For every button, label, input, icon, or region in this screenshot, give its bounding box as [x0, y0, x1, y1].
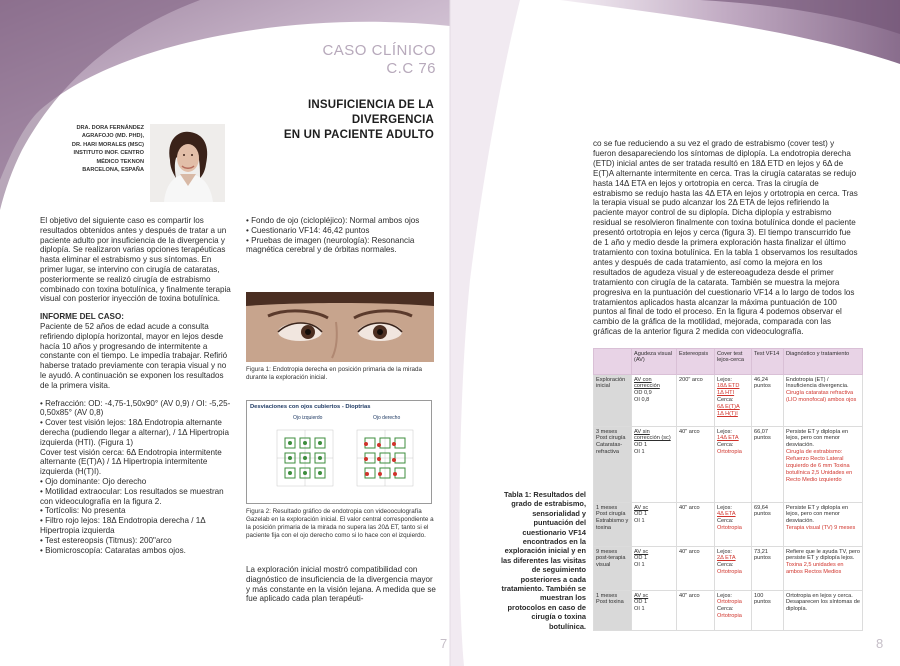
author-line: INSTITUTO INOF. CENTRO — [73, 150, 144, 157]
diagnosis-text: Persiste ET y diplopía en lejos, pero con menor desviación. — [786, 504, 849, 525]
finding-item: • Pruebas de imagen (neurología): Resonancia magnética cerebral y de órbitas normales. — [246, 235, 415, 255]
treatment-text: Cirugía de estrabismo: Refuerzo Recto Lateral izquierdo de 6 mm Toxina botulínica 2,5 Unidades en Recto Medio izquierdo — [786, 449, 853, 483]
figure2-gaze-plots — [247, 410, 431, 498]
phase-cell: 3 meses Post cirugía Cataratas-refractiva — [594, 427, 632, 503]
table-header-cell: Cover test lejos-cerca — [715, 349, 752, 375]
phase-cell: 1 meses Post toxina — [594, 591, 632, 631]
av-od: OD 1 — [634, 442, 648, 449]
left-eye-grid-plot — [277, 430, 333, 486]
figure1-eye-photo — [246, 292, 434, 362]
av-od: OD 1 — [634, 555, 648, 562]
cover-line: Cerca: — [717, 442, 734, 449]
right-column — [593, 139, 859, 337]
cover-line: 1Δ H(T)I — [717, 411, 738, 418]
left-column — [40, 216, 232, 555]
vf14-cell: 46,24 puntos — [752, 375, 784, 427]
case-header-line1: CASO CLÍNICO — [322, 42, 436, 59]
cover-line: 4Δ ETA — [717, 511, 736, 518]
diagnosis-cell — [784, 503, 863, 547]
right-eye-grid-plot — [357, 430, 413, 486]
table-header-cell — [594, 349, 632, 375]
table-row — [594, 427, 863, 503]
finding-item: • Fondo de ojo (ciclopléjico): Normal ambos ojos — [246, 216, 420, 225]
finding-item: • Tortícolis: No presenta — [40, 506, 126, 516]
case-header — [300, 42, 436, 78]
stereo-cell: 40" arco — [677, 427, 715, 503]
treatment-text: Toxina 2,5 unidades en ambos Rectos Medios — [786, 562, 844, 576]
diagnosis-cell — [784, 427, 863, 503]
diagnosis-cell — [784, 547, 863, 591]
av-label: AV sc — [634, 548, 649, 555]
cover-cell — [715, 427, 752, 503]
phase-cell: 1 meses Post cirugía Estrabismo y toxina — [594, 503, 632, 547]
table-header-cell: Test VF14 — [752, 349, 784, 375]
phase-cell: 9 meses post-terapia visual — [594, 547, 632, 591]
av-oi: OI 1 — [634, 606, 645, 613]
figure1-caption: Figura 1: Endotropia derecha en posición primaria de la mirada durante la exploración inicial. — [246, 366, 423, 381]
author-line: BARCELONA, ESPAÑA — [82, 167, 144, 174]
vf14-cell: 100 puntos — [752, 591, 784, 631]
finding-item: • Motilidad extraocular: Los resultados se muestran con videoculografía en la figura 2. — [40, 486, 224, 506]
phase-cell: Exploración inicial — [594, 375, 632, 427]
cover-line: Lejos: — [717, 592, 732, 599]
stereo-cell: 40" arco — [677, 591, 715, 631]
cover-line: Lejos: — [717, 504, 732, 511]
figure2-caption: Figura 2: Resultado gráfico de endotropia con videooculografía Gazelab en la exploración inicial. El valor central correspondiente a la posición primaria de la mirada no supera las 20Δ ET, tanto si el paciente fija con el ojo derecho como si lo hace con el izquierdo. — [246, 508, 434, 539]
av-oi: OI 1 — [634, 518, 645, 525]
finding-item: • Filtro rojo lejos: 18Δ Endotropia derecha / 1Δ Hipertropia izquierda — [40, 516, 206, 535]
av-label: AV sc — [634, 592, 649, 599]
cover-cell — [715, 375, 752, 427]
av-label: AV sc — [634, 504, 649, 511]
cover-line: Lejos: — [717, 428, 732, 435]
results-table — [593, 348, 863, 631]
av-od: OD 0,9 — [634, 390, 652, 397]
av-cell — [632, 547, 677, 591]
discussion-paragraph: La exploración inicial mostró compatibilidad con diagnóstico de insuficiencia de la divergencia mayor y más constante en la visión lejana. A medida que se fue aplicado cada plan terapéuti- — [246, 565, 436, 604]
cover-line: Cerca: — [717, 562, 734, 569]
case-report-heading: INFORME DEL CASO: — [40, 312, 124, 322]
vf14-cell: 69,64 puntos — [752, 503, 784, 547]
figure2-title: Desviaciones con ojos cubiertos - Dioptrias — [250, 404, 371, 410]
vf14-cell: 66,07 puntos — [752, 427, 784, 503]
table-header-row — [594, 349, 863, 375]
cover-line: 6Δ E(T)A — [717, 404, 740, 411]
stereo-cell: 200" arco — [677, 375, 715, 427]
article-title — [250, 98, 434, 143]
cover-line: Cerca: — [717, 397, 734, 404]
finding-item: • Cuestionario VF14: 46,42 puntos — [246, 225, 370, 235]
cover-cell — [715, 547, 752, 591]
diagnosis-text: Ortotropia en lejos y cerca. Desaparecen los síntomas de diplopía. — [786, 592, 861, 613]
page-number-left: 7 — [440, 636, 448, 651]
diagnosis-cell — [784, 375, 863, 427]
author-photo — [150, 124, 225, 202]
middle-column — [246, 216, 438, 255]
treatment-text: Terapia visual (TV) 9 meses — [786, 525, 856, 532]
cover-line: Ortotropia — [717, 599, 742, 606]
finding-item: • Refracción: OD: -4,75-1,50x90° (AV 0,9) / OI: -5,25-0,50x85° (AV 0,8) — [40, 398, 231, 418]
figure2-right-label: Ojo derecho — [373, 415, 401, 421]
treatment-text: Cirugía cataratas refractiva (LIO monofocal) ambos ojos — [786, 390, 857, 404]
finding-item: • Ojo dominante: Ojo derecho — [40, 476, 147, 486]
cover-line: Lejos: — [717, 376, 732, 383]
cover-line: Ortotropia — [717, 613, 742, 620]
table-row — [594, 547, 863, 591]
cover-line: Ortotropia — [717, 569, 742, 576]
table-header-cell: Diagnóstico y tratamiento — [784, 349, 863, 375]
results-paragraph: co se fue reduciendo a su vez el grado de estrabismo (cover test) y fueron desapareciendo los síntomas de diplopía. La endotropia derecha (ETD) inicial antes de ser tratada resultó en 18Δ ETD en lejos y 6Δ de E(T)A alternante intermitente en cerca. Tras la cirugía cataratas se redujo hasta 14Δ ETA en lejos y ortotropia en cerca. Tras la cirugía de estrabismo se redujo hasta las 4Δ ETA en lejos y ortotropia en cerca. Tras la terapia visual se pudo alcanzar los 2Δ ETA de lejos refiriendo la paciente mayor control de su diplopía. Dicha diplopía y estrabismo residual se resolvieron finalmente con toxina botulínica donde el paciente presentó ortotropia en lejos y cerca (figura 3). El tiempo transcurrido fue de 1 año y medio desde la primera exploración hasta finalizar el último tratamiento con toxina botulínica. En la tabla 1 observamos los resultados antes y después de cada tratamiento, así como la mejora en los resultados de agudeza visual y de estereoagudeza desde el primer tratamiento con cirugía de la catarata. También se muestra la mejora progresiva en la puntuación del cuestionario VF14 a lo largo de todos los tratamientos aplicados hasta alcanzar la máxima puntuación de 100 puntos al final de todo el proceso. En la figura 4 podemos observar el cambio de la gráfica de la motilidad, mejorada, comparada con las gráficas de la anterior figura 2 medida con videoculografía. — [593, 139, 858, 337]
cover-line: Ortotropia — [717, 449, 742, 456]
av-label: AV con corrección — [634, 376, 660, 390]
finding-item: • Cover test visión lejos: 18Δ Endotropia alternante derecha (pudiendo llegar a alternar), / 1Δ Hipertropia izquierda (HTI). (Figura 1) — [40, 418, 229, 447]
article-title-line1: INSUFICIENCIA DE LA DIVERGENCIA — [307, 99, 434, 126]
cover-line: Cerca: — [717, 518, 734, 525]
author-line: DR. HARI MORALES (MSC) — [71, 141, 144, 148]
finding-item: • Test estereopsis (Titmus): 200"arco — [40, 535, 172, 545]
cover-line: 14Δ ETA — [717, 435, 739, 442]
author-portrait-illustration — [150, 124, 225, 202]
table1-caption: Tabla 1: Resultados del grado de estrabismo, sensorialidad y puntuación del cuestionario VF14 encontrados en la exploración inicial y en las diferentes las visitas de seguimiento posteriores a cada tratamiento. También se muestran los protocolos en caso de cirugía o toxina botulínica. — [500, 490, 586, 631]
table-header-cell: Estereopsis — [677, 349, 715, 375]
table-row — [594, 503, 863, 547]
cover-line: Lejos: — [717, 548, 732, 555]
av-cell — [632, 503, 677, 547]
case-report-paragraph: Paciente de 52 años de edad acude a consulta refiriendo diplopía horizontal, mayor en lejos desde hacía 10 años y progresando de intermitente a constante con el tiempo. Le impedía trabajar. Refirió haberse tratado previamente con terapia visual y no le ayudó. A continuación se exponen los resultados de la primera visita. — [40, 321, 228, 390]
cover-line: Cerca: — [717, 606, 734, 613]
finding-item: • Biomicroscopía: Cataratas ambos ojos. — [40, 545, 186, 555]
author-line: DRA. DORA FERNÁNDEZ — [76, 125, 144, 131]
finding-item: Cover test visión cerca: 6Δ Endotropia intermitente alternante (E(T)A) / 1Δ Hipertropia intermitente izquierda (H(T)I). — [40, 447, 222, 477]
cover-line: 18Δ ETD — [717, 383, 740, 390]
av-cell — [632, 427, 677, 503]
table-row — [594, 375, 863, 427]
diagnosis-text: Persiste ET y diplopía en lejos, pero con menor desviación. — [786, 428, 849, 449]
table-row — [594, 591, 863, 631]
av-od: OD 1 — [634, 511, 648, 518]
stereo-cell: 40" arco — [677, 547, 715, 591]
av-oi: OI 0,8 — [634, 397, 650, 404]
av-oi: OI 1 — [634, 562, 645, 569]
author-line: AGRAFOJO (MD. PHD), — [81, 133, 144, 140]
intro-paragraph: El objetivo del siguiente caso es compartir los resultados obtenidos antes y después de tratar a un paciente adulto por insuficiencia de la divergencia y diplopía. Se realizaron varias opciones terapéuticas hasta eliminar el estrabismo y sus síntomas. En primer lugar, se intervino con cirugía de cataratas, posteriormente se realizó cirugía de estrabismo combinado con toxina botulínica, y finalmente terapia visual con posterior inyección de toxina botulínica. — [40, 216, 231, 304]
cover-line: Ortotropia — [717, 525, 742, 532]
cover-line: 1Δ HTI — [717, 390, 735, 397]
case-header-line2: C.C 76 — [386, 60, 436, 77]
page-number-right: 8 — [876, 636, 884, 651]
cover-cell — [715, 503, 752, 547]
article-title-line2: EN UN PACIENTE ADULTO — [283, 129, 434, 141]
author-block — [46, 124, 144, 174]
figure2-left-label: Ojo izquierdo — [293, 415, 323, 421]
middle-column-bottom — [246, 565, 438, 604]
av-cell — [632, 375, 677, 427]
diagnosis-text: Refiere que le ayuda TV, pero persiste ET y diplopía lejos. — [786, 548, 861, 562]
av-label: AV sin corrección (sc) — [634, 428, 671, 442]
cover-line: 2Δ ETA — [717, 555, 736, 562]
vf14-cell: 73,21 puntos — [752, 547, 784, 591]
stereo-cell: 40" arco — [677, 503, 715, 547]
av-od: OD 1 — [634, 599, 648, 606]
eyes-illustration — [246, 292, 434, 362]
av-cell — [632, 591, 677, 631]
cover-cell — [715, 591, 752, 631]
author-line: MÉDICO TEKNON — [96, 158, 144, 165]
diagnosis-text: Endotropia (ET) / Insuficiencia divergencia. — [786, 376, 849, 390]
figure2-chart — [246, 400, 432, 504]
diagnosis-cell — [784, 591, 863, 631]
table-header-cell: Agudeza visual (AV) — [632, 349, 677, 375]
av-oi: OI 1 — [634, 449, 645, 456]
